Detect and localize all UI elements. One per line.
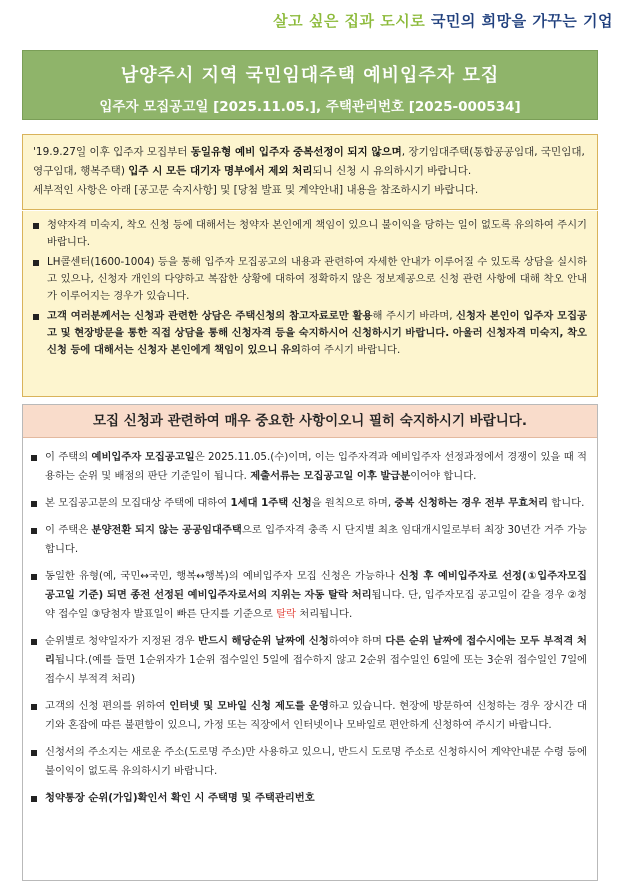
bold-span: 제출서류는 모집공고일 이후 발급분 [250,470,411,482]
list-item [29,448,587,486]
list-item [29,494,587,513]
text-span: 으로 입주자격 충족 시 단지별 최초 임대개시일로부터 최장 30년간 거주 가능합니다. [45,524,587,555]
slogan-blue: 국민의 희망을 가꾸는 기업 [430,12,613,30]
bold-span: 반드시 해당순위 날짜에 신청 [198,635,329,647]
text-span: 이 주택은 [45,524,92,536]
text-span: 을 원칙으로 하며, [311,497,395,509]
notice-bold: 입주 시 모든 대기자 명부에서 제외 처리 [128,165,313,177]
list-item-text [45,521,587,559]
text-span: 하여야 하며 [328,635,386,647]
bullet-icon [31,574,37,580]
list-item [29,697,587,735]
page-title: 남양주시 지역 국민임대주택 예비입주자 모집 [120,65,500,86]
bold-span: 중복 신청하는 경우 전부 무효처리 [394,497,548,509]
bullet-icon [31,528,37,534]
caution-text [47,308,587,359]
bullet-icon [31,750,37,756]
slogan-green: 살고 싶은 집과 도시로 [273,12,426,30]
bullet-icon [31,639,37,645]
caution-item [31,254,587,305]
bullet-icon [31,501,37,507]
text-span: 됩니다.(예를 들면 1순위자가 1순위 접수일인 5일에 접수하지 않고 2순위 접수일인 6일에 또는 3순위 접수일인 7일에 접수시 부적격 처리) [45,654,587,685]
important-section [22,404,598,881]
notice-paragraph-2: 세부적인 사항은 아래 [공고문 숙지사항] 및 [당첨 발표 및 계약안내] 내용을 참조하시기 바랍니다. [33,184,479,196]
important-banner: 모집 신청과 관련하여 매우 중요한 사항이오니 필히 숙지하시기 바랍니다. [23,405,597,438]
list-item-text [45,632,587,689]
important-list [23,438,597,808]
bold-span: 예비입주자 모집공고일 [91,451,195,463]
text-span: 합니다. [547,497,585,509]
caution-text: LH콜센터(1600-1004) 등을 통해 입주자 모집공고의 내용과 관련하여 자세한 안내가 이루어질 수 있도록 상담을 실시하고 있으나, 신청자 개인의 다양하고 복잡한 상황에 대하여 정확하지 않은 정보제공으로 신청 관련 사항에 대해 착오 안내가 이루어지는 경우가 있습니다. [47,256,587,302]
bullet-icon [31,704,37,710]
bold-span: 분양전환 되지 않는 공공임대주택 [91,524,242,536]
list-item [29,632,587,689]
page-subtitle: 입주자 모집공고일 [2025.11.05.], 주택관리번호 [2025-000534] [99,99,521,115]
list-item [29,743,587,781]
notice-bold: 동일유형 예비 입주자 중복선정이 되지 않으며 [190,146,402,158]
text-span: 처리됩니다. [295,608,353,620]
red-span: 탈락 [276,608,296,620]
list-item-text: 신청서의 주소지는 새로운 주소(도로명 주소)만 사용하고 있으니, 반드시 도로명 주소로 신청하시어 계약안내문 수령 등에 불이익이 없도록 유의하시기 바랍니다. [45,746,587,777]
text-span: 하고 있습니다. 현장에 방문하여 신청하는 경우 장시간 대기와 혼잡에 따른 불편함이 있으니, 가정 또는 직장에서 인터넷이나 모바일로 편안하게 신청하여 주시기 바랍니다. [45,700,587,731]
list-item [29,521,587,559]
bullet-icon [33,223,39,229]
bold-span: 인터넷 및 모바일 신청 제도를 운영 [169,700,329,712]
list-item [29,567,587,624]
notice-text: '19.9.27일 이후 입주자 모집부터 [33,146,191,158]
list-item-text [45,494,587,513]
bullet-icon [33,314,39,320]
notice-paragraph-1 [33,143,587,181]
list-item-text: 청약통장 순위(가입)확인서 확인 시 주택명 및 주택관리번호 [45,792,315,804]
text-span: 은 2025.11.05.(수)이며, 이는 입주자격과 예비입주자 선정과정에서 경쟁이 있을 때 적용하는 순위 및 배점의 판단 기준일이 됩니다. [45,451,587,482]
text-span: 순위별로 청약일자가 지정된 경우 [45,635,199,647]
text-span: 고객의 신청 편의를 위하여 [45,700,170,712]
text-span: 동일한 유형(예, 국민↔국민, 행복↔행복)의 예비입주자 모집 신청은 가능하나 [45,570,399,582]
notice-text: , 장기임대주택(통합공공임대, 국민임대, 영구임대, 행복주택) [33,146,585,177]
caution-box [22,211,598,397]
caution-plain: 하여 주시기 바랍니다. [300,344,401,356]
notice-text: 되니 신청 시 유의하시기 바랍니다. [312,165,472,177]
bullet-icon [33,260,39,266]
text-span: 이 주택의 [45,451,92,463]
list-item-text [45,697,587,735]
title-box [22,50,598,120]
caution-item [31,308,587,359]
bold-span: 1세대 1주택 신청 [230,497,312,509]
caution-bold: 고객 여러분께서는 신청과 관련한 상담은 주택신청의 참고자료로만 활용 [47,310,373,322]
text-span: 됩니다. 단, 입주자모집 공고일이 같을 경우 ②청약 접수일 ③당첨자 발표일이 빠른 단지를 기준으로 [45,589,587,620]
bold-span: 다른 순위 날짜에 접수시에는 모두 부적격 처리 [45,635,587,666]
bullet-icon [31,455,37,461]
caution-bold: 신청자 본인이 입주자 모집공고 및 현장방문을 통한 직접 상담을 통해 신청자격 등을 숙지하시어 신청하시기 바랍니다. 아울러 신청자격 미숙지, 착오 신청 등에 대해서는 신청자 본인에게 책임이 있으니 유의 [47,310,587,356]
bold-span: 신청 후 예비입주자로 선정(①입주자모집 공고일 기준) 되면 종전 선정된 예비입주자로서의 지위는 자동 탈락 처리 [45,570,587,601]
text-span: 이어야 합니다. [410,470,477,482]
list-item-text [45,448,587,486]
text-span: 본 모집공고문의 모집대상 주택에 대하여 [45,497,231,509]
caution-text: 청약자격 미숙지, 착오 신청 등에 대해서는 청약자 본인에게 책임이 있으니 불이익을 당하는 일이 없도록 유의하여 주시기 바랍니다. [47,219,587,248]
caution-plain: 해 주시기 바라며, [372,310,457,322]
bullet-icon [31,796,37,802]
list-item-text [45,567,587,624]
caution-item [31,217,587,251]
notice-box [22,134,598,210]
list-item [29,789,587,808]
company-slogan [273,10,613,31]
